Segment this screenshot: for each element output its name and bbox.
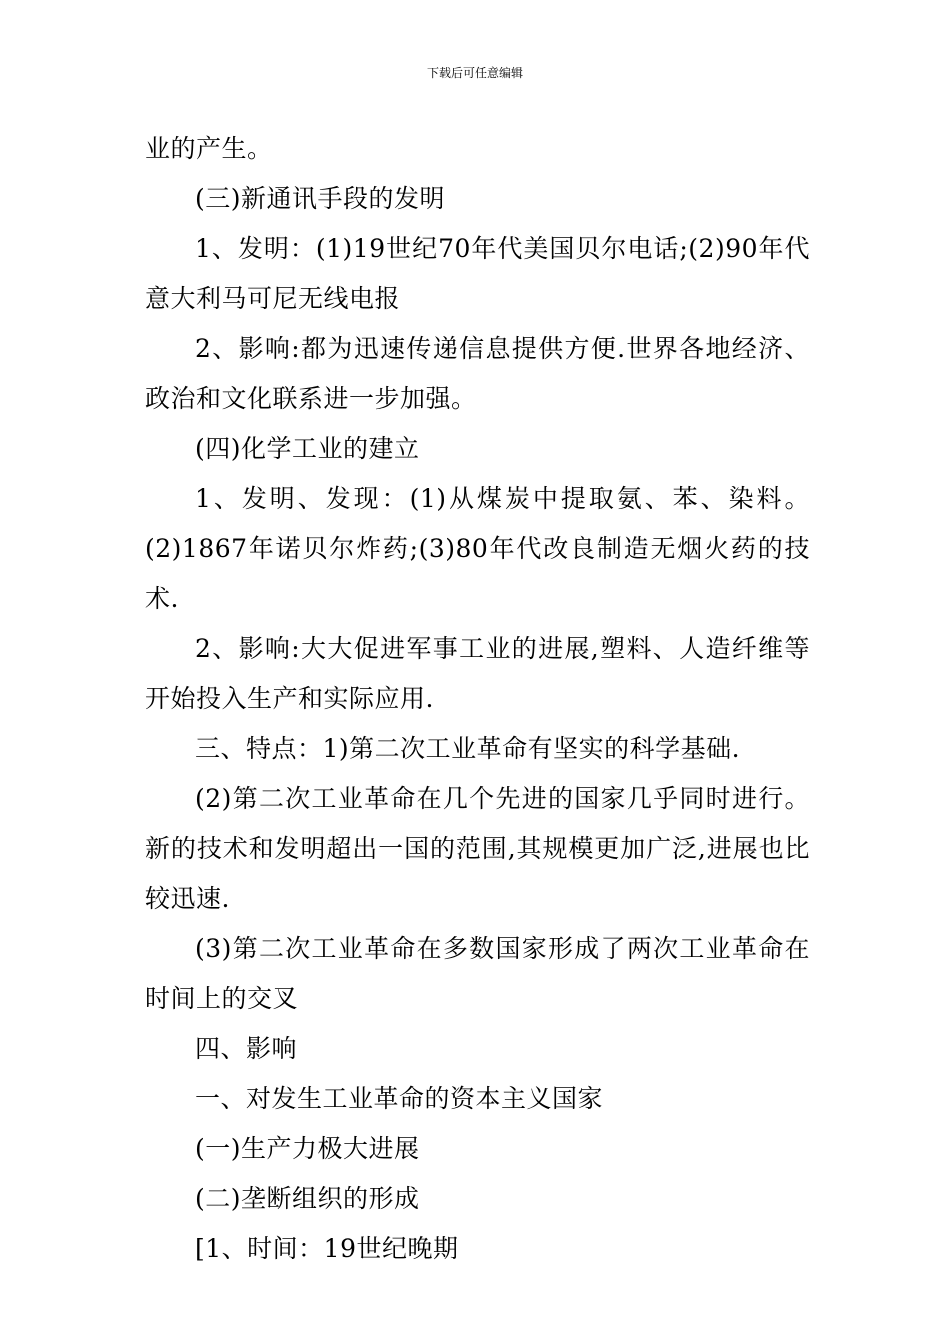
paragraph-chemical-inventions: 1、发明、发现：(1)从煤炭中提取氨、苯、染料。(2)1867年诺贝尔炸药;(3)80年代改良制造无烟火药的技术. — [145, 484, 810, 613]
heading-impact: 四、影响 — [195, 1034, 298, 1063]
paragraph-industry-origin: 业的产生。 — [145, 134, 273, 163]
paragraph-time: [1、时间：19世纪晚期 — [195, 1234, 459, 1263]
paragraph-features-1: 三、特点：1)第二次工业革命有坚实的科学基础. — [195, 734, 741, 763]
paragraph-chemical-impact: 2、影响:大大促进军事工业的进展,塑料、人造纤维等开始投入生产和实际应用. — [145, 634, 810, 713]
paragraph-features-3: (3)第二次工业革命在多数国家形成了两次工业革命在时间上的交叉 — [145, 934, 810, 1013]
heading-monopoly: (二)垄断组织的形成 — [195, 1184, 420, 1213]
paragraph-communication-inventions: 1、发明：(1)19世纪70年代美国贝尔电话;(2)90年代意大利马可尼无线电报 — [145, 234, 810, 313]
document-body — [145, 124, 810, 1274]
heading-productivity: (一)生产力极大进展 — [195, 1134, 420, 1163]
page-header-note: 下载后可任意编辑 — [426, 66, 523, 80]
paragraph-communication-impact: 2、影响:都为迅速传递信息提供方便.世界各地经济、政治和文化联系进一步加强。 — [145, 334, 810, 413]
heading-chemical-industry: (四)化学工业的建立 — [195, 434, 420, 463]
heading-new-communication: (三)新通讯手段的发明 — [195, 184, 446, 213]
heading-capitalist-countries: 一、对发生工业革命的资本主义国家 — [195, 1084, 604, 1113]
paragraph-features-2: (2)第二次工业革命在几个先进的国家几乎同时进行。新的技术和发明超出一国的范围,其规模更加广泛,进展也比较迅速. — [145, 784, 810, 913]
